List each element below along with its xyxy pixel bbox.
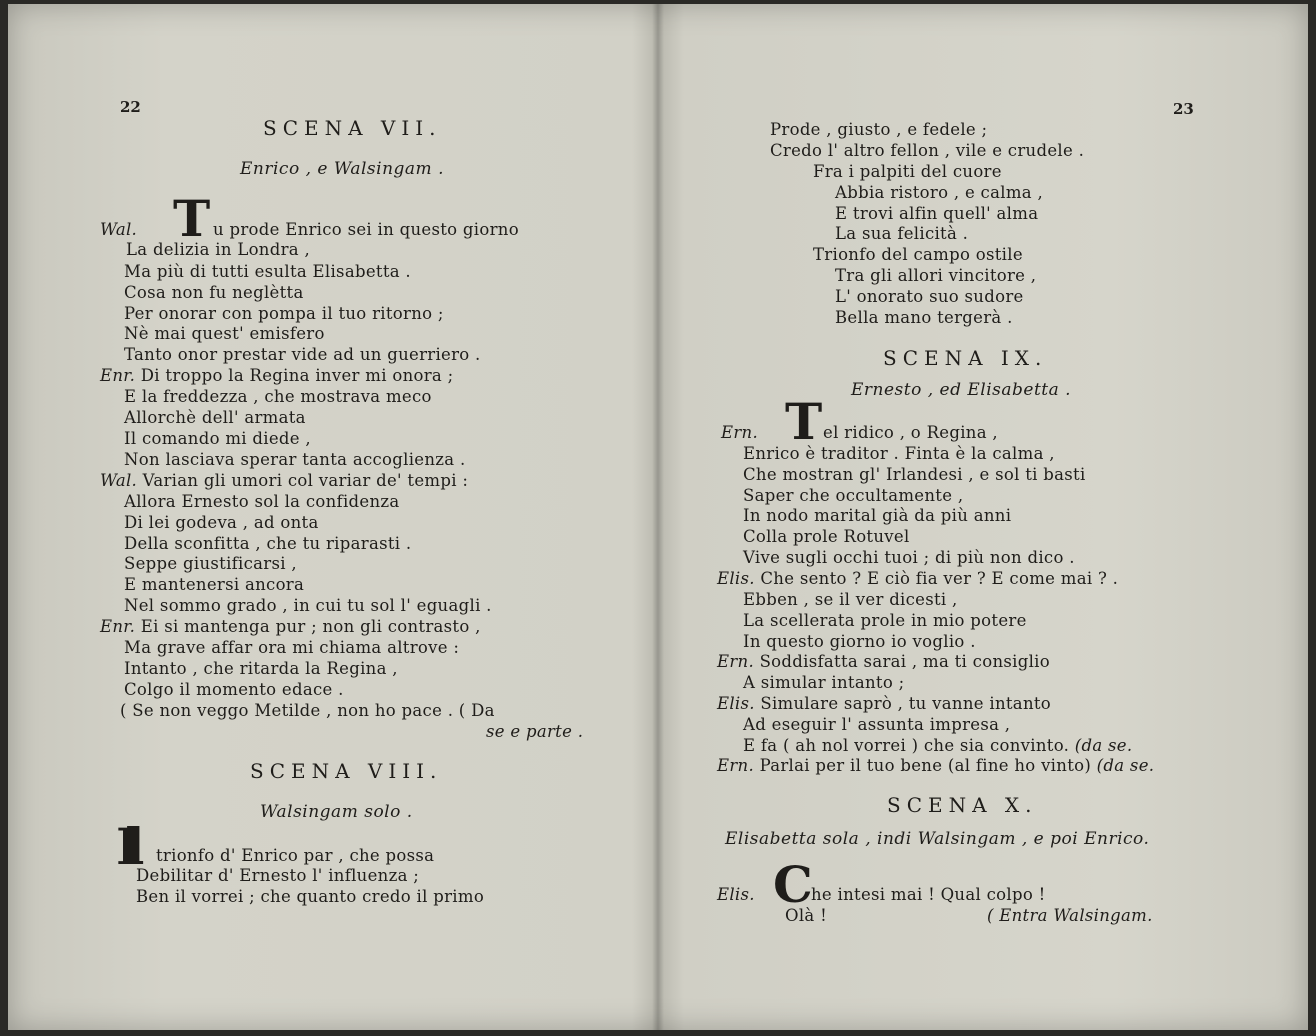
verse-line: Trionfo del campo ostile xyxy=(813,245,1023,264)
dialogue-line: La scellerata prole in mio potere xyxy=(743,611,1027,630)
stage-direction: se e parte . xyxy=(486,722,584,741)
dialogue-line: Della sconfitta , che tu riparasti . xyxy=(124,534,412,553)
dialogue-line: Olà ! xyxy=(785,906,828,925)
dialogue-line: Nel sommo grado , in cui tu sol l' eguagli . xyxy=(124,596,492,615)
dialogue-line: Ebben , se il ver dicesti , xyxy=(743,590,958,609)
dialogue-line: Nè mai quest' emisfero xyxy=(124,324,325,343)
dialogue-line: u prode Enrico sei in questo giorno xyxy=(213,220,519,239)
scene-heading: SCENA VIII. xyxy=(250,759,443,783)
dialogue-line: trionfo d' Enrico par , che possa xyxy=(156,846,435,865)
verse-line: Credo l' altro fellon , vile e crudele . xyxy=(770,141,1085,160)
scene-characters: Enrico , e Walsingam . xyxy=(240,159,444,179)
dialogue-line: Allora Ernesto sol la confidenza xyxy=(124,492,400,511)
dialogue-line: Elis. Che sento ? E ciò fia ver ? E come mai ? . xyxy=(717,569,1119,588)
dialogue-line: Tanto onor prestar vide ad un guerriero . xyxy=(124,345,481,364)
right-page xyxy=(663,4,1308,1030)
drop-cap: T xyxy=(173,189,211,248)
dialogue-line: In questo giorno io voglio . xyxy=(743,632,976,651)
scene-heading: SCENA X. xyxy=(887,793,1038,817)
verse-line: La sua felicità . xyxy=(835,224,969,243)
page-number: 22 xyxy=(120,98,141,116)
dialogue-line: Wal. Varian gli umori col variar de' tempi : xyxy=(100,471,469,490)
dialogue-line: La delizia in Londra , xyxy=(126,240,311,259)
dialogue-line: Cosa non fu neglètta xyxy=(124,283,304,302)
dialogue-line: Colla prole Rotuvel xyxy=(743,527,910,546)
stage-direction: (da se. xyxy=(1096,756,1155,775)
verse-line: Bella mano tergerà . xyxy=(835,308,1013,327)
speaker-label: Wal. xyxy=(100,220,138,239)
dialogue-line: Ma grave affar ora mi chiama altrove : xyxy=(124,638,460,657)
dialogue-line: Allorchè dell' armata xyxy=(124,408,306,427)
dialogue-line: Non lasciava sperar tanta accoglienza . xyxy=(124,450,466,469)
dialogue-line xyxy=(721,423,758,443)
scene-heading: SCENA IX. xyxy=(883,346,1048,370)
dialogue-line: E fa ( ah nol vorrei ) che sia convinto. (da se. xyxy=(743,736,1133,755)
scene-characters: Ernesto , ed Elisabetta . xyxy=(851,380,1072,400)
dialogue-line: E mantenersi ancora xyxy=(124,575,305,594)
dialogue-line: E la freddezza , che mostrava meco xyxy=(124,387,432,406)
dialogue-line: el ridico , o Regina , xyxy=(823,423,998,442)
verse-line: Abbia ristoro , e calma , xyxy=(835,183,1043,202)
scene-characters: Walsingam solo . xyxy=(260,802,413,822)
dialogue-line: Debilitar d' Ernesto l' influenza ; xyxy=(136,866,420,885)
left-page xyxy=(8,4,653,1030)
dialogue-line: Ern. Soddisfatta sarai , ma ti consiglio xyxy=(717,652,1050,671)
speaker-label: Ern. xyxy=(717,756,755,775)
dialogue-line: Il comando mi diede , xyxy=(124,429,311,448)
dialogue-line: Che mostran gl' Irlandesi , e sol ti basti xyxy=(743,465,1086,484)
page-number: 23 xyxy=(1173,100,1194,118)
dialogue-line: Saper che occultamente , xyxy=(743,486,964,505)
dialogue-line: Ad eseguir l' assunta impresa , xyxy=(743,715,1011,734)
drop-cap: Il xyxy=(116,817,131,876)
dialogue-line: Ma più di tutti esulta Elisabetta . xyxy=(124,262,411,281)
scene-heading: SCENA VII. xyxy=(263,116,442,140)
dialogue-line: Seppe giustificarsi , xyxy=(124,554,297,573)
dialogue-line: In nodo marital già da più anni xyxy=(743,506,1012,525)
speaker-label: Wal. xyxy=(100,471,138,490)
stage-direction: (da se. xyxy=(1074,736,1133,755)
scene-characters: Elisabetta sola , indi Walsingam , e poi Enrico. xyxy=(725,829,1150,849)
speaker-label: Elis. xyxy=(717,694,755,713)
book-spread xyxy=(8,4,1308,1030)
stage-direction: ( Entra Walsingam. xyxy=(987,906,1153,925)
verse-line: Tra gli allori vincitore , xyxy=(835,266,1037,285)
verse-line: Fra i palpiti del cuore xyxy=(813,162,1002,181)
dialogue-line: Colgo il momento edace . xyxy=(124,680,344,699)
dialogue-line: Intanto , che ritarda la Regina , xyxy=(124,659,398,678)
drop-cap: T xyxy=(785,392,823,451)
speaker-label: Enr. xyxy=(100,617,136,636)
verse-line: L' onorato suo sudore xyxy=(835,287,1024,306)
drop-cap: C xyxy=(773,855,813,914)
dialogue-line: Ern. Parlai per il tuo bene (al fine ho vinto) (da se. xyxy=(717,756,1155,775)
dialogue-line: Enr. Di troppo la Regina inver mi onora ; xyxy=(100,366,454,385)
speaker-label: Elis. xyxy=(717,885,755,904)
dialogue-line: Ben il vorrei ; che quanto credo il primo xyxy=(136,887,485,906)
dialogue-line xyxy=(717,885,755,905)
dialogue-line: A simular intanto ; xyxy=(743,673,905,692)
verse-line: Prode , giusto , e fedele ; xyxy=(770,120,988,139)
dialogue-line: Elis. Simulare saprò , tu vanne intanto xyxy=(717,694,1052,713)
verse-line: E trovi alfin quell' alma xyxy=(835,204,1039,223)
speaker-label: Ern. xyxy=(717,652,755,671)
dialogue-line: Enrico è traditor . Finta è la calma , xyxy=(743,444,1055,463)
dialogue-line: ( Se non veggo Metilde , non ho pace . ( Da xyxy=(120,701,495,720)
dialogue-line xyxy=(100,220,137,240)
dialogue-line: Vive sugli occhi tuoi ; di più non dico . xyxy=(743,548,1075,567)
dialogue-line: he intesi mai ! Qual colpo ! xyxy=(811,885,1046,904)
speaker-label: Enr. xyxy=(100,366,136,385)
speaker-label: Ern. xyxy=(721,423,759,442)
speaker-label: Elis. xyxy=(717,569,755,588)
dialogue-line: Di lei godeva , ad onta xyxy=(124,513,319,532)
dialogue-line: Per onorar con pompa il tuo ritorno ; xyxy=(124,304,444,323)
dialogue-line: Enr. Ei si mantenga pur ; non gli contrasto , xyxy=(100,617,481,636)
